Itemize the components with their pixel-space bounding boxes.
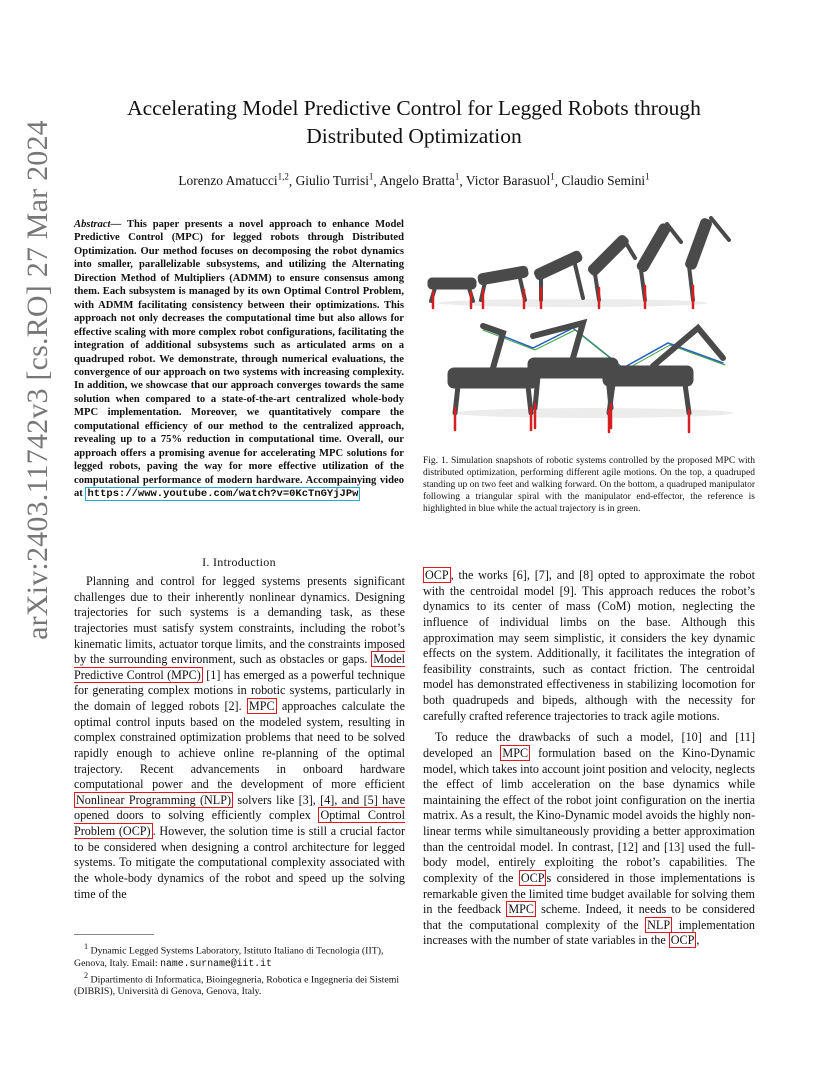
abstract-label: Abstract <box>74 219 111 230</box>
acronym-link-mpc[interactable]: Model Predictive Control (MPC) <box>74 652 405 682</box>
footnotes <box>74 941 405 999</box>
author: Claudio Semini$^1$ <box>561 172 650 189</box>
author: Angelo Bratta$^1$ <box>379 172 460 189</box>
acronym-link-mpc[interactable]: MPC <box>508 902 535 917</box>
paragraph: Planning and control for legged systems presents significant challenges due to their inherently nonlinear dynamics. Designing trajectories for such systems is a demanding task, as these trajectories must satisfy system constraints, including the robot’s kinematic limits, actuator torque limits, and the constraints imposed by the surrounding environment, such as obstacles or gaps. Model Predictive Control (MPC) [1] has emerged as a powerful technique for generating complex motions in robotic systems, particularly in the domain of legged robots [2]. MPC approaches calculate the optimal control inputs based on the modeled system, resulting in complex constrained optimization problems that need to be solved rapidly enough to achieve online re-planning of the optimal trajectory. Recent advancements in onboard hardware computational power and the development of more efficient Nonlinear Programming (NLP) solvers like [3], [4], and [5] have opened doors to solving efficiently complex Optimal Control Problem (OCP) . However, the solution time is still a crucial factor to be considered when designing a control architecture for legged systems. To mitigate the computational complexity associated with the whole-body dynamics of the robot and speed up the solving time of the <box>74 574 405 901</box>
abstract-body: This paper presents a novel approach to enhance Model Predictive Control (MPC) for legged robots through Distributed Optimization. Our method focuses on decomposing the robot dynamics into smaller, parallelizable subsystems, and utilizing the Alternating Direction Method of Multipliers (ADMM) to ensure consensus among them. Each subsystem is managed by its own Optimal Control Problem, with ADMM facilitating consistency between their optimizations. This approach not only decreases the computational time but also allows for effective scaling with more complex robot configurations, facilitating the integration of additional subsystems such as articulated arms on a quadruped robot. We demonstrate, through numerical evaluations, the convergence of our approach on two systems with increasing complexity. In addition, we showcase that our approach converges towards the same solution when compared to a state-of-the-art centralized whole-body MPC implementation. Moreover, we quantitatively compare the computational efficiency of our method to the centralized approach, revealing up to a 75% reduction in computational time. Overall, our approach offers a promising avenue for accelerating MPC solutions for legged robots, paving the way for more effective utilization of the computational performance of modern hardware. Accompainying video at <box>74 219 404 500</box>
left-column <box>74 574 405 902</box>
section-heading: I. Introduction <box>202 555 276 569</box>
acronym-link-mpc[interactable]: MPC <box>248 699 275 713</box>
footnote-rule <box>74 934 154 935</box>
email: name.surname@iit.it <box>160 957 272 969</box>
author: Lorenzo Amatucci$^{1,2}$ <box>178 172 289 189</box>
top-sequence <box>428 218 729 308</box>
right-column <box>423 568 755 949</box>
acronym-link-ocp[interactable]: OCP <box>520 870 545 885</box>
acronym-link-nlp[interactable]: Nonlinear Programming (NLP) <box>76 792 232 807</box>
footnote: $^1$ Dynamic Legged Systems Laboratory, Istituto Italiano di Tecnologia (IIT), Genova, Italy. Email: name.surname@iit.it <box>74 942 384 969</box>
footnote: $^2$ Dipartimento di Informatica, Bioingegneria, Robotica e Ingegneria dei Sistemi (DIBRIS), Università di Genova, Genova, Italy. <box>74 970 400 998</box>
figure-caption: Fig. 1. Simulation snapshots of robotic systems controlled by the proposed MPC with distributed optimization, performing different agile motions. On the top, a quadruped standing up on two feet and walking forward. On the bottom, a quadruped manipulator following a triangular spiral with the manipulator end-effector, the reference is highlighted in blue while the actual trajectory is in green. <box>423 456 755 515</box>
acronym-link-mpc[interactable]: MPC <box>502 745 529 760</box>
acronym-link-ocp[interactable]: OCP <box>425 568 449 582</box>
author-list: Lorenzo Amatucci$^{1,2}$, Giulio Turrisi$^1$, Angelo Bratta$^1$, Victor Barasuol$^1$, Claudio Semini$^1$ <box>178 172 650 189</box>
paragraph: To reduce the drawbacks of such a model, [10] and [11] developed an MPC formulation based on the Kino-Dynamic model, which takes into account joint position and velocity, neglects the effect of limb acceleration on the base dynamics while maintaining the effect of the robot joint configuration on the inertia matrix. As a result, the Kino-Dynamic model avoids the highly non-linear terms while simultaneously providing a better approximation than the centroidal model. In contrast, [12] and [13] used the full-body model, entirely exploiting the robot’s capabilities. The complexity of the OCP s considered in those implementations is remarkable given the limited time budget available for solving them in the feedback MPC scheme. Indeed, it needs to be considered that the computational complexity of the NLP implementation increases with the number of state variables in the OCP , <box>423 730 755 948</box>
bottom-sequence <box>448 323 733 432</box>
paragraph: OCP , the works [6], [7], and [8] opted to approximate the robot with the centroidal model [9]. This approach reduces the robot’s dynamics to its center of mass (CoM) motion, neglecting the influence of individual limbs on the base. Although this approximation may seem simplistic, it considers the key dynamic effects on the system. Additionally, it facilitates the integration of feasibility constraints, such as contact friction. The centroidal model has demonstrated effectiveness in stabilizing locomotion for both quadrupeds and bipeds, although with the necessity for carefully crafted reference trajectories to track agile motions. <box>423 568 755 723</box>
author: Giulio Turrisi$^1$ <box>295 172 374 189</box>
abstract: Abstract— This paper presents a novel approach to enhance Model Predictive Control (MPC) for legged robots through Distributed Optimization. Our method focuses on decomposing the robot dynamics into smaller, parallelizable subsystems, and utilizing the Alternating Direction Method of Multipliers (ADMM) to ensure consensus among them. Each subsystem is managed by its own Optimal Control Problem, with ADMM facilitating consistency between their optimizations. This approach not only decreases the computational time but also allows for effective scaling with more complex robot configurations, facilitating the integration of additional subsystems such as articulated arms on a quadruped robot. We demonstrate, through numerical evaluations, the convergence of our approach on two systems with increasing complexity. In addition, we showcase that our approach converges towards the same solution when compared to a state-of-the-art centralized whole-body MPC implementation. Moreover, we quantitatively compare the computational efficiency of our method to the centralized approach, revealing up to a 75% reduction in computational time. Overall, our approach offers a promising avenue for accelerating MPC solutions for legged robots, paving the way for more effective utilization of the computational performance of modern hardware. Accompainying video at https://www.youtube.com/watch?v=0KcTnGYjJPw <box>74 219 404 501</box>
author: Victor Barasuol$^1$ <box>465 172 555 189</box>
acronym-link-ocp[interactable]: OCP <box>670 933 695 948</box>
acronym-link-nlp[interactable]: NLP <box>647 917 671 932</box>
arxiv-side-label: arXiv:2403.11742v3 [cs.RO] 27 Mar 2024 <box>21 120 54 640</box>
robot-snapshots-illustration <box>423 208 755 440</box>
acronym-link-ocp[interactable]: Optimal Control Problem (OCP) <box>74 808 405 838</box>
paper-title: Accelerating Model Predictive Control for Legged Robots through Distributed Optimization <box>127 96 701 148</box>
video-link[interactable]: https://www.youtube.com/watch?v=0KcTnGYjJPw <box>87 488 359 501</box>
figure-1 <box>423 208 755 440</box>
